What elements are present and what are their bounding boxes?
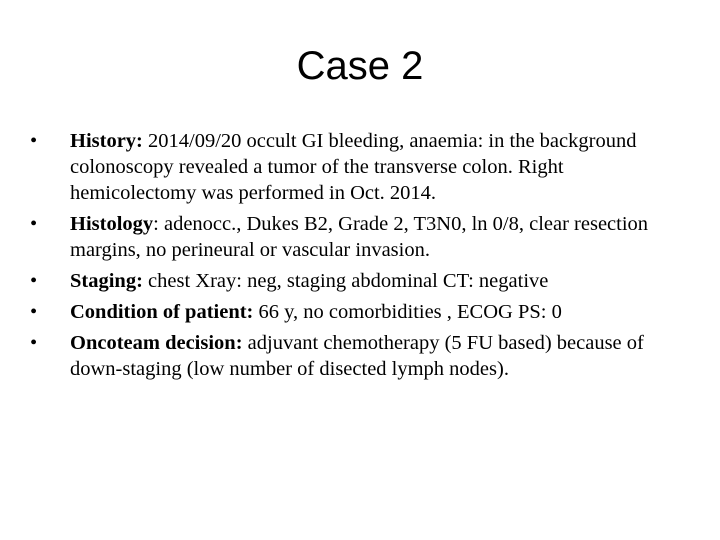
bullet-icon: • [30, 270, 38, 292]
bullet-item-staging [30, 268, 670, 294]
bullet-icon: • [30, 301, 38, 323]
histology-text: : adenocc., Dukes B2, Grade 2, T3N0, ln 0/8, clear resection margins, no perineural or vascular invasion. [70, 213, 649, 261]
bullet-icon: • [30, 332, 38, 354]
bullet-list [30, 128, 670, 387]
condition-text: 66 y, no comorbidities , ECOG PS: 0 [253, 301, 562, 323]
histology-label: Histology [70, 213, 154, 235]
oncoteam-text: adjuvant chemotherapy (5 FU based) because of down-staging (low number of disected lymph nodes). [70, 332, 644, 380]
staging-text: chest Xray: neg, staging abdominal CT: negative [142, 270, 549, 292]
bullet-item-condition [30, 299, 670, 325]
bullet-icon: • [30, 130, 38, 152]
slide-title: Case 2 [296, 44, 424, 88]
bullet-item-histology [30, 211, 670, 263]
bullet-item-oncoteam [30, 330, 670, 382]
staging-label: Staging: [70, 270, 143, 292]
oncoteam-label: Oncoteam decision: [70, 332, 243, 354]
history-text: 2014/09/20 occult GI bleeding, anaemia: in the background colonoscopy revealed a tumor of the transverse colon. Right hemicolectomy was performed in Oct. 2014. [70, 130, 637, 204]
condition-label: Condition of patient: [70, 301, 254, 323]
history-label: History: [70, 130, 143, 152]
bullet-icon: • [30, 213, 38, 235]
bullet-item-history [30, 128, 670, 206]
